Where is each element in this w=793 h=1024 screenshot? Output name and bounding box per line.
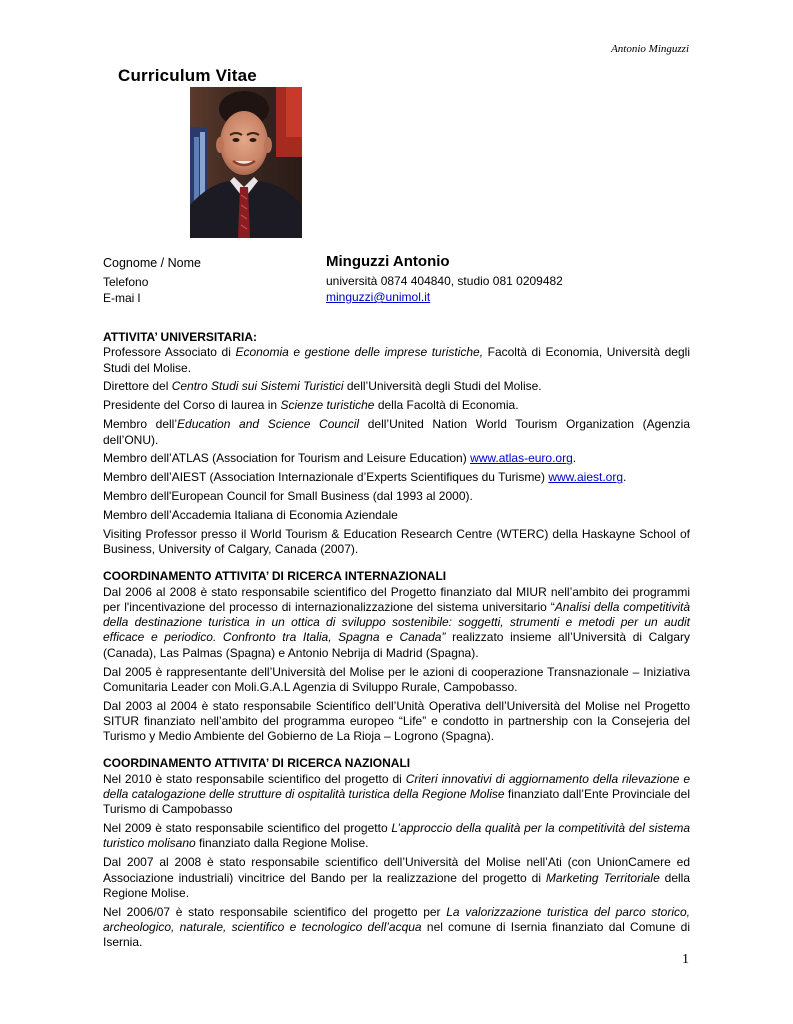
paragraph xyxy=(103,489,690,504)
italic-text: La valorizzazione turistica del parco storico, archeologico, naturale, scientifico e tecnologico dell’acqua xyxy=(103,904,691,934)
text-run: Nel 2010 è stato responsabile scientifico del progetto di xyxy=(103,771,406,786)
text-run: finanziato dalla Regione Molise. xyxy=(195,836,369,851)
paragraph xyxy=(103,398,690,413)
email-label: E-mai l xyxy=(103,291,141,305)
email-link[interactable]: minguzzi@unimol.it xyxy=(326,290,431,304)
text-run: Facoltà di Economia, Università degli Studi del Molise. xyxy=(103,345,690,375)
paragraph xyxy=(103,345,690,376)
running-header: Antonio Minguzzi xyxy=(611,43,689,55)
text-run: Nel 2006/07 è stato responsabile scientifico del progetto per xyxy=(103,904,447,919)
section-spacer xyxy=(103,561,690,569)
name-value: Minguzzi Antonio xyxy=(326,253,450,270)
paragraph xyxy=(103,821,690,852)
paragraph xyxy=(103,379,690,394)
name-label: Cognome / Nome xyxy=(103,256,201,270)
name-row xyxy=(103,253,703,273)
text-run: Presidente del Corso di laurea in xyxy=(103,398,281,413)
italic-text: Scienze turistiche xyxy=(280,398,375,413)
section-spacer xyxy=(103,748,690,756)
paragraph xyxy=(103,772,690,818)
text-run: Direttore del xyxy=(103,379,172,394)
text-run: Visiting Professor presso il World Tourism & Education Research Centre (WTERC) della Haskayne School of Business, University of Calgary, Canada (2007). xyxy=(103,527,690,557)
text-run: Membro dell’ATLAS (Association for Tourism and Leisure Education) xyxy=(103,451,471,466)
text-run: realizzato insieme all’Università di Calgary (Canada), Las Palmas (Spagna) e Antonio Nebrija di Madrid (Spagna). xyxy=(103,630,690,660)
page-title: Curriculum Vitae xyxy=(118,66,257,85)
text-run: Membro dell’ xyxy=(103,417,178,432)
paragraph xyxy=(103,665,690,696)
paragraph xyxy=(103,527,690,558)
text-run: Nel 2009 è stato responsabile scientifico del progetto xyxy=(103,821,392,836)
paragraph xyxy=(103,470,690,485)
paragraph xyxy=(103,585,690,661)
italic-text: L’approccio della qualità per la competitività del sistema turistico molisano xyxy=(103,821,691,851)
italic-text: Centro Studi sui Sistemi Turistici xyxy=(171,379,344,394)
phone-row xyxy=(103,273,703,289)
section-heading-international: COORDINAMENTO ATTIVITA’ DI RICERCA INTERNAZIONALI xyxy=(103,569,447,584)
portrait-photo xyxy=(190,87,302,238)
paragraph xyxy=(103,905,690,951)
paragraph xyxy=(103,855,690,901)
text-run: Dal 2005 è rappresentante dell’Università del Molise per le azioni di cooperazione Transnazionale – Iniziativa Comunitaria Leader con Moli.G.A.L Agenzia di Sviluppo Rurale, Campobasso. xyxy=(103,664,690,694)
section-heading-national: COORDINAMENTO ATTIVITA’ DI RICERCA NAZIONALI xyxy=(103,756,411,771)
italic-text: Economia e gestione delle imprese turistiche, xyxy=(235,345,484,360)
email-row xyxy=(103,289,703,305)
personal-info xyxy=(103,253,703,305)
text-run: Dal 2003 al 2004 è stato responsabile Scientifico dell’Unità Operativa dell’Università del Molise nel Progetto SITUR finanziato nell’ambito del programma europeo “Life” e condotto in partnership con la Consejeria del Turismo y Medio Ambiente del Gobierno de La Rioja – Logrono (Spagna). xyxy=(103,698,690,744)
cv-content xyxy=(103,330,690,954)
text-run: . xyxy=(572,451,577,466)
paragraph xyxy=(103,451,690,466)
section-heading-university: ATTIVITA’ UNIVERSITARIA: xyxy=(103,330,258,344)
text-run: della Regione Molise. xyxy=(103,870,691,900)
text-run: Membro dell'European Council for Small Business (dal 1993 al 2000). xyxy=(103,489,473,504)
text-run: finanziato dall’Ente Provinciale del Turismo di Campobasso xyxy=(103,786,691,817)
paragraph xyxy=(103,417,690,448)
phone-value: università 0874 404840, studio 081 0209482 xyxy=(326,274,563,288)
text-run: dell’United Nation World Tourism Organization (Agenzia dell’ONU). xyxy=(103,417,690,447)
text-run: Dal 2007 al 2008 è stato responsabile scientifico dell’Università del Molise nell’Ati (con UnionCamere ed Associazione industriali) vincitrice del Bando per la realizzazione del progetto di xyxy=(103,855,690,885)
page-number: 1 xyxy=(682,952,689,967)
italic-text: Criteri innovativi di aggiornamento della rilevazione e della catalogazione delle strutture di ospitalità turistica della Regione Molise xyxy=(103,771,690,801)
italic-text: Marketing Territoriale xyxy=(545,870,660,885)
italic-text: Analisi della competitività della destinazione turistica in un ottica di sviluppo sostenibile: soggetti, strumenti e metodi per un audit efficace e periodico. Confronto tra Italia, Spagna e Canada” xyxy=(103,599,690,645)
text-run: Professore Associato di xyxy=(103,345,236,360)
text-run: Dal 2006 al 2008 è stato responsabile scientifico del Progetto finanziato dal MIUR nell’ambito dei programmi per l'incentivazione del processo di internazionalizzazione del sistema universitario “ xyxy=(103,584,690,614)
text-run: dell’Università degli Studi del Molise. xyxy=(343,379,542,394)
text-run: della Facoltà di Economia. xyxy=(374,398,519,413)
web-link[interactable]: www.atlas-euro.org xyxy=(470,451,573,466)
text-run: Membro dell’AIEST (Association Internazionale d’Experts Scientifiques du Turisme) xyxy=(103,470,549,485)
phone-label: Telefono xyxy=(103,275,149,289)
italic-text: Education and Science Council xyxy=(177,417,360,432)
text-run: nel comune di Isernia finanziato dal Comune di Isernia. xyxy=(103,920,691,950)
paragraph xyxy=(103,508,690,523)
text-run: Membro dell’Accademia Italiana di Economia Aziendale xyxy=(103,508,398,523)
web-link[interactable]: www.aiest.org xyxy=(548,470,624,485)
text-run: . xyxy=(623,470,627,485)
paragraph xyxy=(103,699,690,745)
